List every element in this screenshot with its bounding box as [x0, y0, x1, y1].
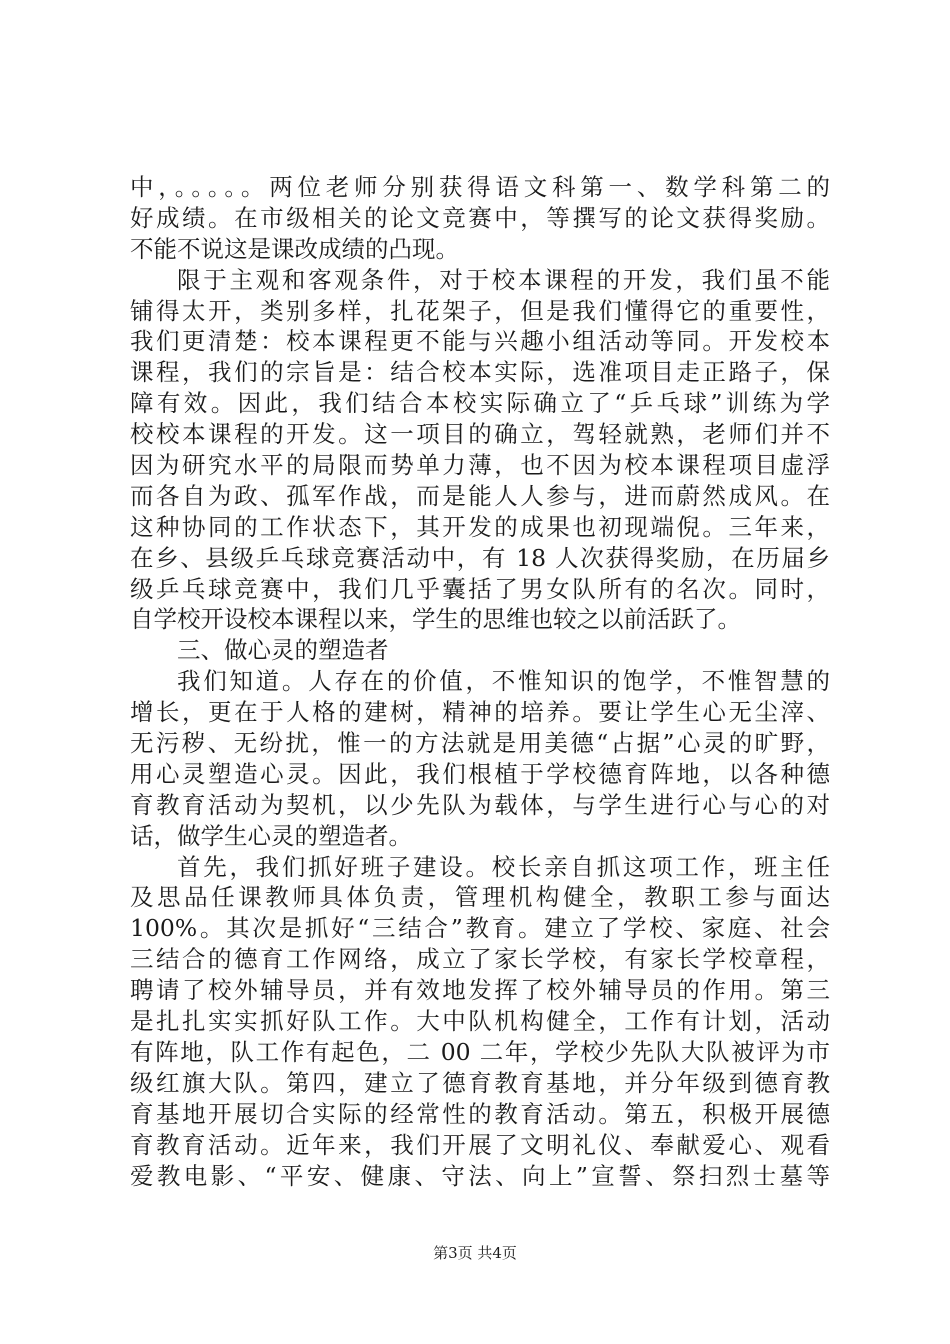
text-line: 是扎扎实实抓好队工作。大中队机构健全，工作有计划，活动	[130, 1007, 830, 1036]
text-line: 这种协同的工作状态下，其开发的成果也初现端倪。三年来，	[130, 512, 830, 541]
text-line: 用心灵塑造心灵。因此，我们根植于学校德育阵地，以各种德	[130, 759, 830, 788]
text-line: 100%。其次是抓好“三结合”教育。建立了学校、家庭、社会	[130, 914, 830, 943]
text-line: 育教育活动。近年来，我们开展了文明礼仪、奉献爱心、观看	[130, 1130, 830, 1159]
text-line: 障有效。因此，我们结合本校实际确立了“乒乓球”训练为学	[130, 389, 830, 418]
text-line: 而各自为政、孤军作战，而是能人人参与，进而蔚然成风。在	[130, 481, 830, 510]
text-line: 不能不说这是课改成绩的凸现。	[130, 234, 459, 263]
text-line: 我们知道。人存在的价值，不惟知识的饱学，不惟智慧的	[177, 667, 830, 696]
text-line: 级红旗大队。第四，建立了德育教育基地，并分年级到德育教	[130, 1068, 830, 1097]
text-line: 课程，我们的宗旨是：结合校本实际，选准项目走正路子，保	[130, 358, 830, 387]
document-body	[130, 172, 830, 1191]
text-line: 中，。。。。。两位老师分别获得语文科第一、数学科第二的	[130, 173, 830, 201]
text-line: 在乡、县级乒乓球竞赛活动中，有 18 人次获得奖励，在历届乡	[130, 543, 830, 572]
text-line: 增长，更在于人格的建树，精神的培养。要让学生心无尘滓、	[130, 698, 830, 727]
text-line: 因为研究水平的局限而势单力薄，也不因为校本课程项目虚浮	[130, 451, 830, 480]
text-line: 聘请了校外辅导员，并有效地发挥了校外辅导员的作用。第三	[130, 976, 830, 1005]
text-line: 我们更清楚：校本课程更不能与兴趣小组活动等同。开发校本	[130, 327, 830, 356]
text-line: 自学校开设校本课程以来，学生的思维也较之以前活跃了。	[130, 605, 741, 634]
page-footer: 第3页 共4页	[433, 1244, 517, 1262]
text-line: 限于主观和客观条件，对于校本课程的开发，我们虽不能	[177, 265, 830, 294]
text-line: 爱教电影、“平安、健康、守法、向上”宣誓、祭扫烈士墓等	[130, 1161, 830, 1190]
text-line: 育教育活动为契机，以少先队为载体，与学生进行心与心的对	[130, 790, 830, 819]
text-line: 好成绩。在市级相关的论文竞赛中，等撰写的论文获得奖励。	[130, 203, 830, 232]
text-line: 话，做学生心灵的塑造者。	[130, 821, 412, 850]
text-line: 及思品任课教师具体负责，管理机构健全，教职工参与面达	[130, 883, 830, 912]
text-line: 无污秽、无纷扰，惟一的方法就是用美德“占据”心灵的旷野，	[130, 729, 830, 758]
text-line: 首先，我们抓好班子建设。校长亲自抓这项工作，班主任	[177, 852, 830, 881]
text-line: 三、做心灵的塑造者	[177, 636, 389, 665]
text-line: 级乒乓球竞赛中，我们几乎囊括了男女队所有的名次。同时，	[130, 574, 830, 603]
text-line: 校校本课程的开发。这一项目的确立，驾轻就熟，老师们并不	[130, 420, 830, 449]
text-line: 育基地开展切合实际的经常性的教育活动。第五，积极开展德	[130, 1099, 830, 1128]
text-line: 三结合的德育工作网络，成立了家长学校，有家长学校章程，	[130, 945, 830, 974]
text-line: 铺得太开，类别多样，扎花架子，但是我们懂得它的重要性，	[130, 296, 830, 325]
text-line: 有阵地，队工作有起色，二 00 二年，学校少先队大队被评为市	[130, 1037, 830, 1066]
